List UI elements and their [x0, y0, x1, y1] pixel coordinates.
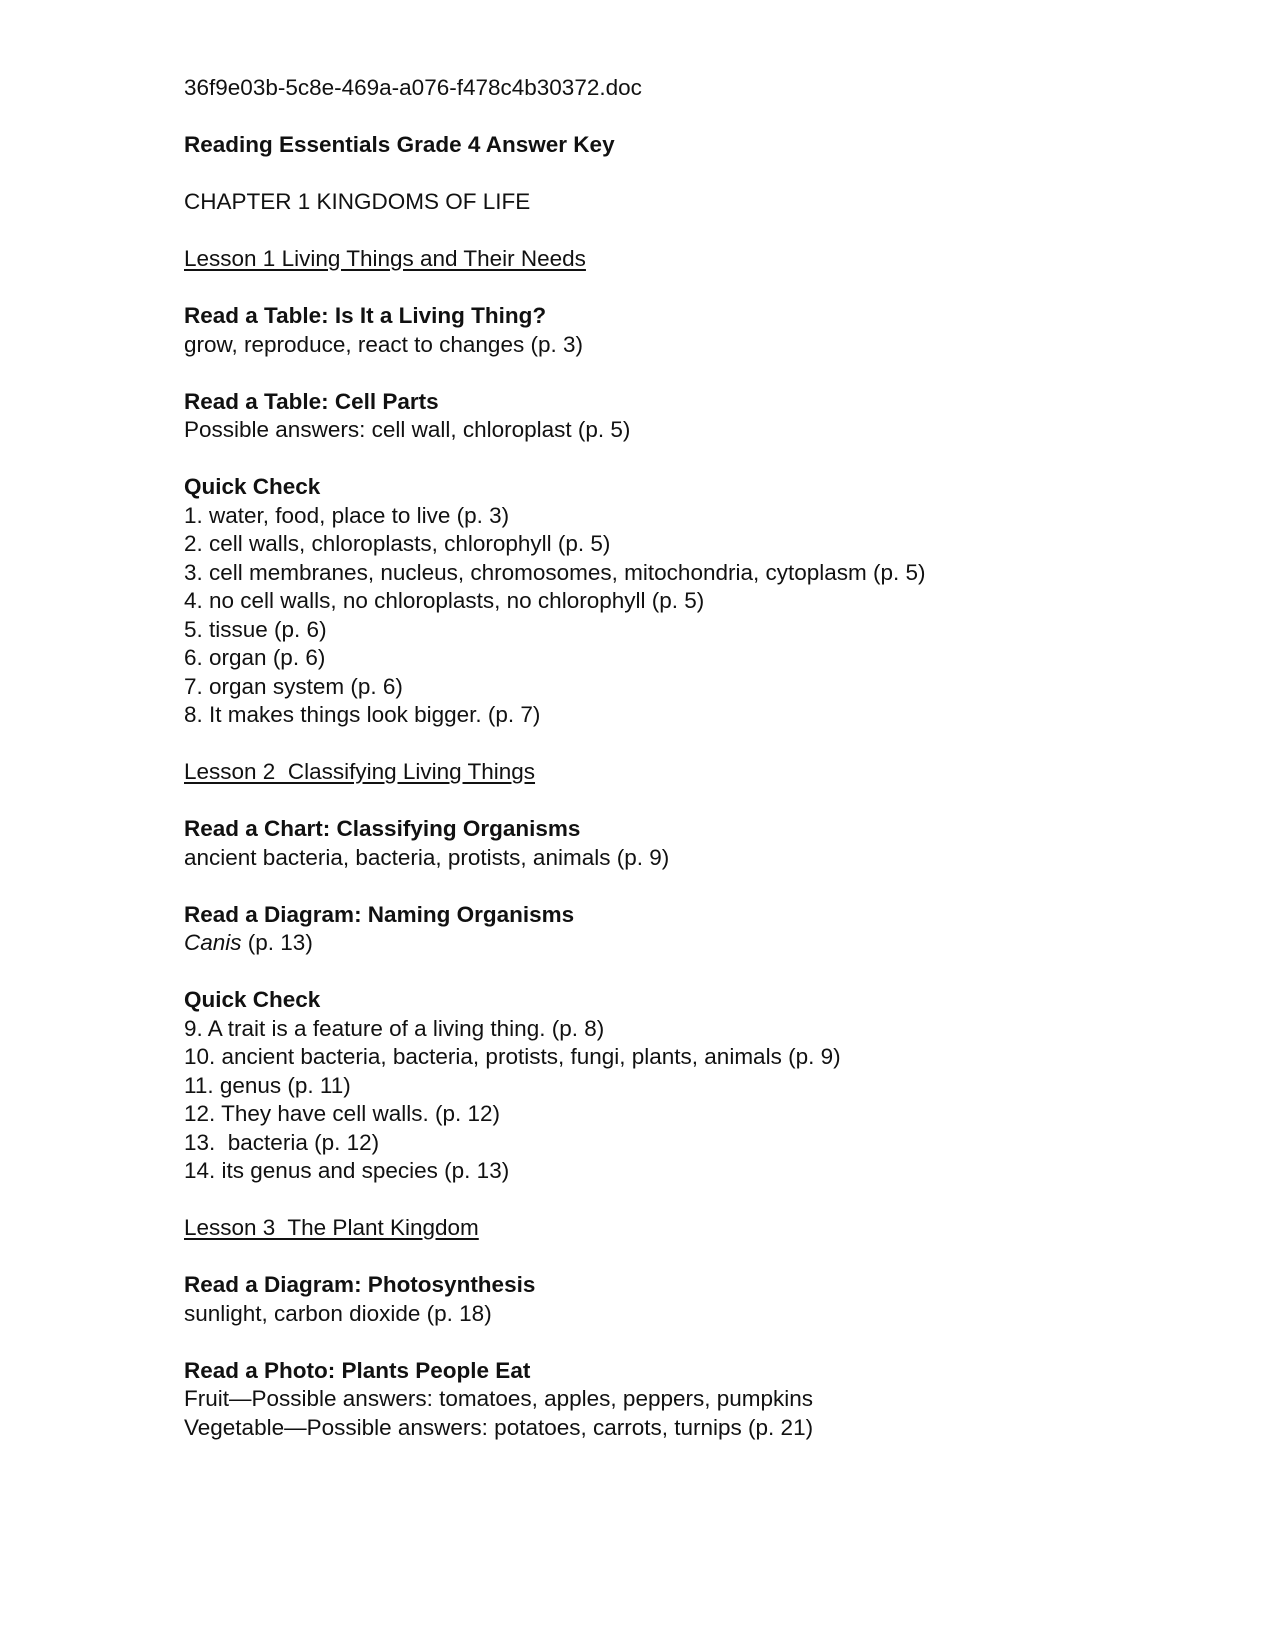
- lesson-3-heading: Lesson 3 The Plant Kingdom: [184, 1215, 479, 1240]
- lesson-2-section-1-heading: Read a Chart: Classifying Organisms: [184, 816, 581, 841]
- spacer: [184, 103, 1224, 132]
- quick-check-answer: 1. water, food, place to live (p. 3): [184, 502, 510, 528]
- quick-check-answer: 6. organ (p. 6): [184, 645, 326, 670]
- chapter-heading: CHAPTER 1 KINGDOMS OF LIFE: [184, 189, 531, 214]
- lesson-1-quick-check-heading: Quick Check: [184, 474, 321, 499]
- page-ref: (p. 13): [241, 930, 313, 955]
- quick-check-answer: 9. A trait is a feature of a living thing. (p. 8): [184, 1015, 605, 1041]
- spacer: [184, 359, 1224, 388]
- lesson-2-section-1-answer: ancient bacteria, bacteria, protists, animals (p. 9): [184, 844, 670, 870]
- document-filename: 36f9e03b-5c8e-469a-a076-f478c4b30372.doc: [184, 75, 642, 100]
- spacer: [184, 1328, 1224, 1357]
- lesson-3-section-2-heading: Read a Photo: Plants People Eat: [184, 1357, 531, 1383]
- lesson-1-section-2-answer: Possible answers: cell wall, chloroplast (p. 5): [184, 417, 631, 442]
- spacer: [184, 160, 1224, 189]
- spacer: [184, 1243, 1224, 1272]
- lesson-3-section-1-heading: Read a Diagram: Photosynthesis: [184, 1272, 536, 1297]
- quick-check-answer: 12. They have cell walls. (p. 12): [184, 1101, 500, 1126]
- lesson-2-section-2-heading: Read a Diagram: Naming Organisms: [184, 901, 575, 927]
- spacer: [184, 787, 1224, 816]
- quick-check-answer: 5. tissue (p. 6): [184, 616, 327, 642]
- spacer: [184, 445, 1224, 474]
- lesson-3-section-1-answer: sunlight, carbon dioxide (p. 18): [184, 1300, 492, 1326]
- quick-check-answer: 7. organ system (p. 6): [184, 673, 403, 699]
- quick-check-answer: 4. no cell walls, no chloroplasts, no chlorophyll (p. 5): [184, 588, 705, 613]
- quick-check-answer: 10. ancient bacteria, bacteria, protists, fungi, plants, animals (p. 9): [184, 1044, 841, 1069]
- spacer: [184, 274, 1224, 303]
- genus-term: Canis: [184, 930, 242, 955]
- quick-check-answer: 13. bacteria (p. 12): [184, 1129, 380, 1155]
- spacer: [184, 217, 1224, 246]
- spacer: [184, 872, 1224, 901]
- spacer: [184, 958, 1224, 987]
- lesson-3-section-2-answer-fruit: Fruit—Possible answers: tomatoes, apples, peppers, pumpkins: [184, 1386, 814, 1411]
- document-title: Reading Essentials Grade 4 Answer Key: [184, 132, 615, 157]
- lesson-1-section-1-heading: Read a Table: Is It a Living Thing?: [184, 303, 547, 328]
- lesson-2-heading: Lesson 2 Classifying Living Things: [184, 759, 536, 784]
- lesson-1-heading: Lesson 1 Living Things and Their Needs: [184, 246, 586, 271]
- lesson-1-section-2-heading: Read a Table: Cell Parts: [184, 388, 439, 414]
- quick-check-answer: 3. cell membranes, nucleus, chromosomes, mitochondria, cytoplasm (p. 5): [184, 559, 926, 585]
- spacer: [184, 1186, 1224, 1215]
- lesson-1-section-1-answer: grow, reproduce, react to changes (p. 3): [184, 331, 583, 357]
- quick-check-answer: 11. genus (p. 11): [184, 1072, 351, 1098]
- quick-check-answer: 14. its genus and species (p. 13): [184, 1158, 510, 1183]
- lesson-2-quick-check-heading: Quick Check: [184, 987, 321, 1012]
- spacer: [184, 730, 1224, 759]
- quick-check-answer: 8. It makes things look bigger. (p. 7): [184, 702, 541, 727]
- lesson-2-section-2-answer: [184, 929, 1224, 958]
- document-page: [184, 74, 1224, 1442]
- quick-check-answer: 2. cell walls, chloroplasts, chlorophyll (p. 5): [184, 531, 611, 556]
- lesson-3-section-2-answer-vegetable: Vegetable—Possible answers: potatoes, carrots, turnips (p. 21): [184, 1414, 814, 1440]
